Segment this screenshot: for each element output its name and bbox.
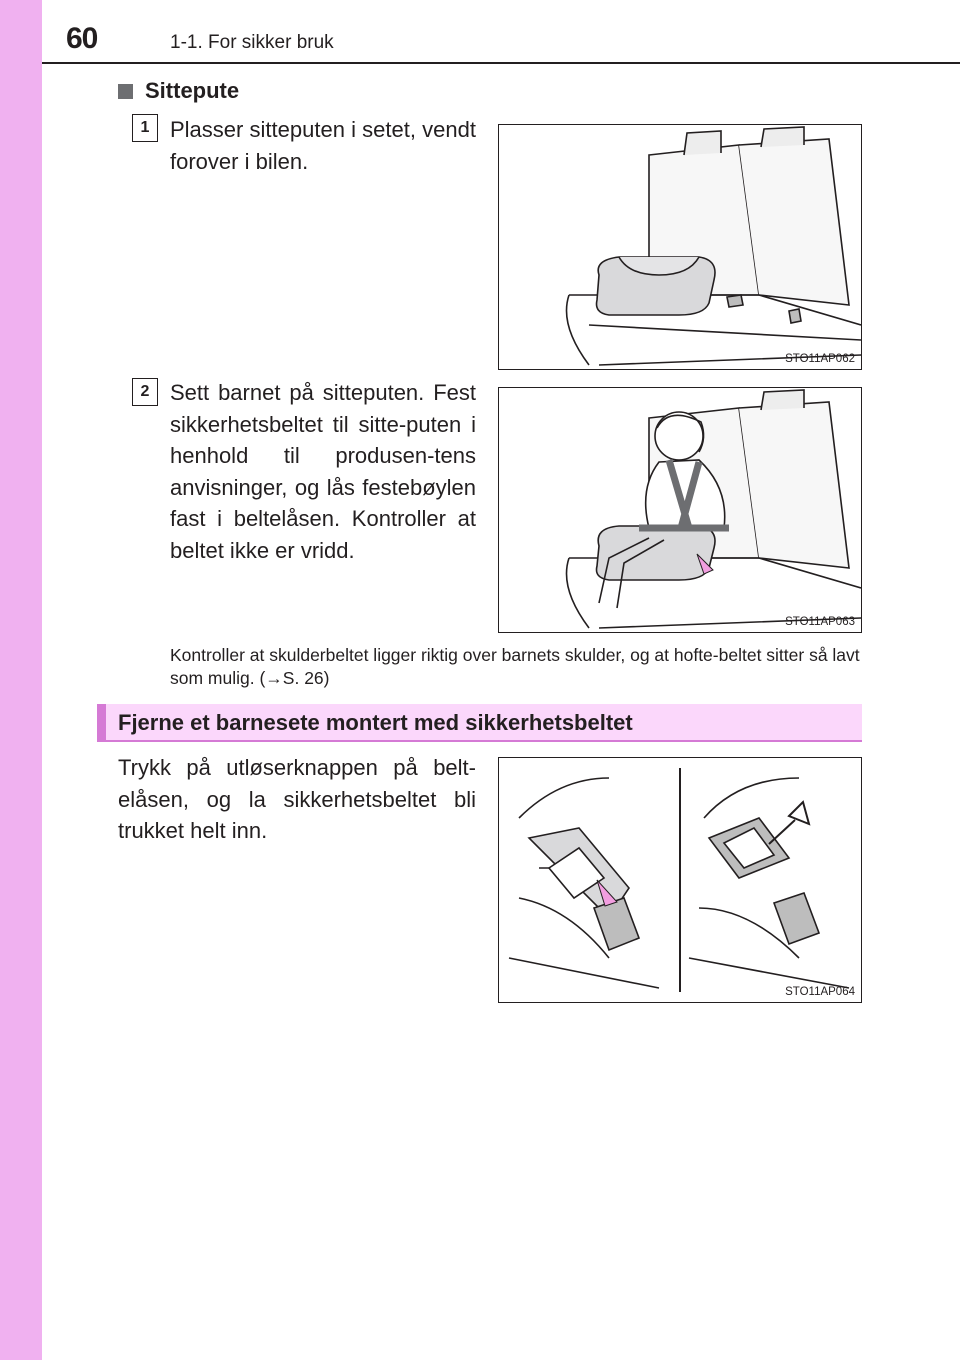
step-badge-2: 2: [132, 378, 158, 406]
step-badge-1: 1: [132, 114, 158, 142]
section-heading-remove-seat: [97, 704, 862, 742]
figure-booster-on-seat: [498, 124, 862, 370]
section-heading-text: Fjerne et barnesete montert med sikkerhetsbeltet: [118, 710, 633, 735]
page-number: 60: [66, 22, 98, 55]
square-bullet-icon: [118, 84, 133, 99]
removal-text: Trykk på utløserknappen på belt-elåsen, og la sikkerhetsbeltet bli trukket helt inn.: [118, 755, 476, 843]
belt-position-note: Kontroller at skulderbeltet ligger riktig over barnets skulder, og at hofte-beltet sitter så lavt som mulig. (→S. 26): [170, 645, 860, 688]
figure-code-2: STO11AP063: [785, 616, 855, 628]
step-2-text: Sett barnet på sitteputen. Fest sikkerhetsbeltet til sitte-puten i henhold til produsen-tens anvisninger, og lås festebøylen fast i beltelåsen. Kontroller at beltet ikke er vridd.: [170, 380, 476, 563]
header-rule: [42, 62, 960, 64]
subheading-text: Sittepute: [145, 78, 240, 103]
step-1-text: Plasser sitteputen i setet, vendt forover i bilen.: [170, 117, 476, 174]
figure-belt-release: [498, 757, 862, 1003]
booster-seat-illustration: [499, 125, 861, 369]
sidebar-tab: [0, 0, 42, 1360]
figure-code-1: STO11AP062: [785, 353, 855, 365]
figure-child-on-booster: [498, 387, 862, 633]
child-belted-illustration: [499, 388, 861, 632]
figure-code-3: STO11AP064: [785, 986, 855, 998]
subheading-booster: [118, 78, 239, 104]
buckle-release-illustration: [499, 758, 861, 1002]
section-path: 1-1. For sikker bruk: [170, 32, 334, 53]
